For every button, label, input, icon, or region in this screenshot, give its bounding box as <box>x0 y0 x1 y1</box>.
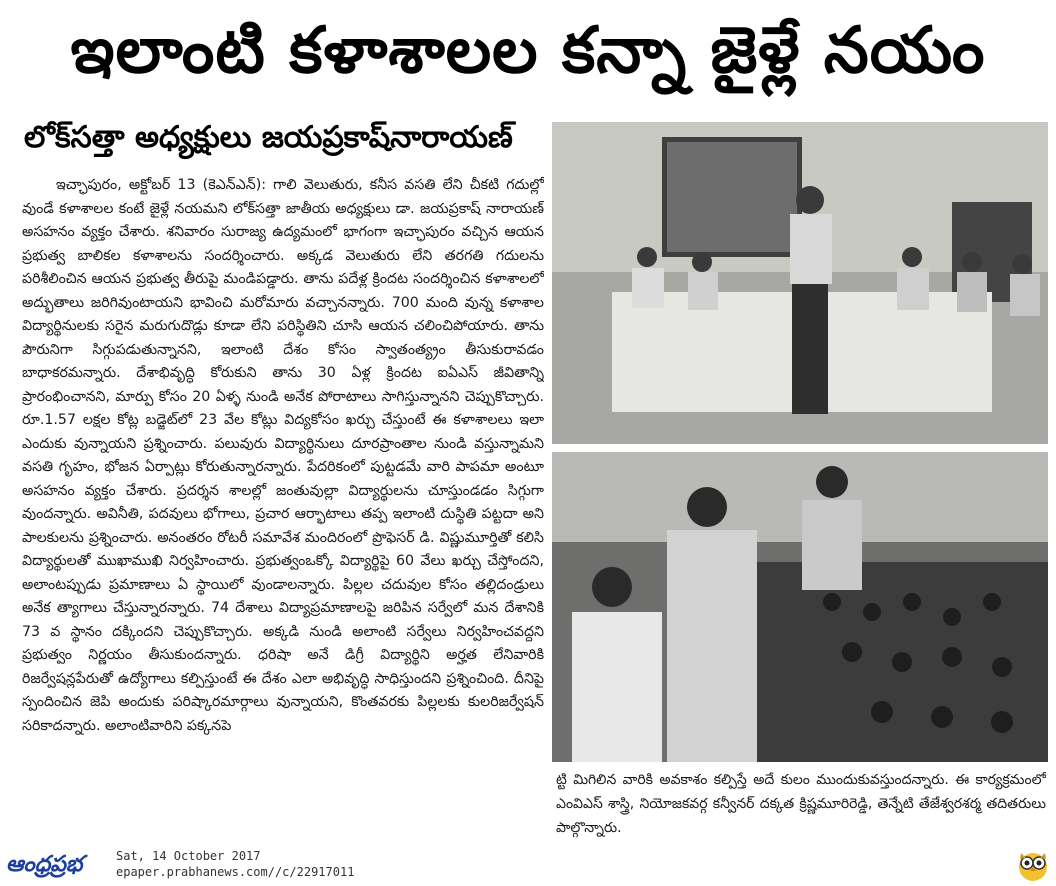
classroom-photo-icon <box>552 452 1048 762</box>
owl-icon[interactable] <box>1016 848 1050 882</box>
subheadline: లోక్‌సత్తా అధ్యక్షులు జయప్రకాష్‌నారాయణ్ <box>24 120 513 155</box>
edition-url[interactable]: epaper.prabhanews.com//c/22917011 <box>116 865 355 879</box>
meeting-photo <box>552 122 1048 444</box>
article-body <box>22 174 544 842</box>
headline: ఇలాంటి కళాశాలల కన్నా జైళ్లే నయం <box>70 13 986 88</box>
publication-logo[interactable]: ఆంధ్రప్రభ <box>6 851 83 877</box>
classroom-photo <box>552 452 1048 762</box>
meeting-photo-icon <box>552 122 1048 444</box>
photo-caption: ట్టి మిగిలిన వారికి అవకాశం కల్పిస్తే అదే కులం ముందుకువస్తుందన్నారు. ఈ కార్యక్రమంలో ఎంవిఎస్ శాస్త్రి, నియోజకవర్గ కన్వీనర్ దక్కత క్రిష్ణమూరిరెడ్డి, తెన్నేటి తేజేశ్వరశర్మ తదితరులు పాల్గొన్నారు. <box>556 772 1046 836</box>
article-paragraph: ఇచ్ఛాపురం, అక్టోబర్ 13 (కెఎన్ఎన్): గాలి వెలుతురు, కనీస వసతి లేని చీకటి గదుల్లో వుండే కళాశాలల కంటే జైళ్లే నయమని లోక్‌సత్తా జాతీయ అధ్యక్షులు డా. జయప్రకాష్ నారాయణ్ అసహనం వ్యక్తం చేశారు. శనివారం సురాజ్య ఉద్యమంలో భాగంగా ఇచ్ఛాపురం వచ్చిన ఆయన ప్రభుత్వ బాలికల కళాశాలను సందర్శించారు. అక్కడ వెలుతురు లేని తరగతి గదులను పరిశీలించిన ఆయన ప్రభుత్వ తీరుపై మండిపడ్డారు. తాను పదేళ్ల క్రిందట సందర్శించిన కళాశాలలో అద్భుతాలు జరిగివుంటాయని భావించి మరోమారు వచ్చానన్నారు. 700 మంది వున్న కళాశాల విద్యార్థినులకు సరైన మరుగుదొడ్లు కూడా లేని పరిస్థితిని చూసి ఆయన చలించిపోయారు. తాను పౌరునిగా సిగ్గుపడుతున్నానని, ఇలాంటి దేశం కోసం స్వాతంత్య్రం తీసుకురావడం బాధాకరమన్నారు. దేశాభివృద్ధి కోరుకుని తాను 30 ఏళ్ల క్రిందట ఐఏఎస్ జీవితాన్ని ప్రారంభించానని, మార్పు కోసం 20 ఏళ్ళ నుండి అనేక పోరాటాలు సాగిస్తున్నానని చెప్పుకొచ్చారు. రూ.1.57 లక్షల కోట్ల బడ్జెట్‌లో 23 వేల కోట్లు విద్యకోసం ఖర్చు చేస్తుంటే ఈ కళాశాలలు ఇలా ఎందుకు వున్నాయని ప్రశ్నించారు. పలువురు విద్యార్థినులు దూరప్రాంతాల నుండి వస్తున్నామని వసతి గృహం, భోజన ఏర్పాట్లు కోరుతున్నారన్నారు. పేదరికంలో పుట్టడమే వారి పాపమా అంటూ అసహనం వ్యక్తం చేశారు. ప్రదర్శన శాలల్లో జంతువుల్లా విద్యార్థులను చూస్తుండడం సిగ్గుగా వుందన్నారు. అవినీతి, పదవులు భోగాలు, ప్రచార ఆర్భాటాలు తప్ప ఇలాంటి దుస్థితి పట్టదా అని పాలకులను ప్రశ్నించారు. అనంతరం రోటరీ సమావేశ మందిరంలో ప్రొఫెసర్ డి. విష్ణుమూర్తితో కలిసి విద్యార్థులతో ముఖాముఖి నిర్వహించారు. ప్రభుత్వంఒక్కో విద్యార్థిపై 60 వేలు ఖర్చు చేస్తోందని, అలాంటప్పుడు ప్రమాణాలు ఏ స్థాయిలో వుండాలన్నారు. పిల్లల చదువుల కోసం తల్లిదండ్రులు అనేక త్యాగాలు చేస్తున్నారన్నారు. 74 దేశాలు విద్యాప్రమాణాలపై జరిపిన సర్వేలో మన దేశానికి 73 వ స్థానం దక్కిందని చెప్పుకొచ్చారు. అక్కడి నుండి అలాంటి సర్వేలు నిర్వహించవద్దని ప్రభుత్వం నిర్ణయం తీసుకుందన్నారు. ధరిషా అనే డిగ్రీ విద్యార్థిని అర్హత లేనివారికి రిజర్వేషన్లపేరుతో ఉద్యోగాలు కల్పిస్తుంటే ఈ దేశం ఎలా అభివృద్ధి సాధిస్తుందని ప్రశ్నించింది. దీనిపై స్పందించిన జెపి అందుకు పరిష్కారమార్గాలు వున్నాయని, కొంతవరకు పిల్లలకు కులరిజర్వేషన్ సరికాదన్నారు. అలాంటివారిని పక్కనపె <box>22 177 544 734</box>
edition-date: Sat, 14 October 2017 <box>116 849 261 863</box>
footer <box>0 844 1056 885</box>
